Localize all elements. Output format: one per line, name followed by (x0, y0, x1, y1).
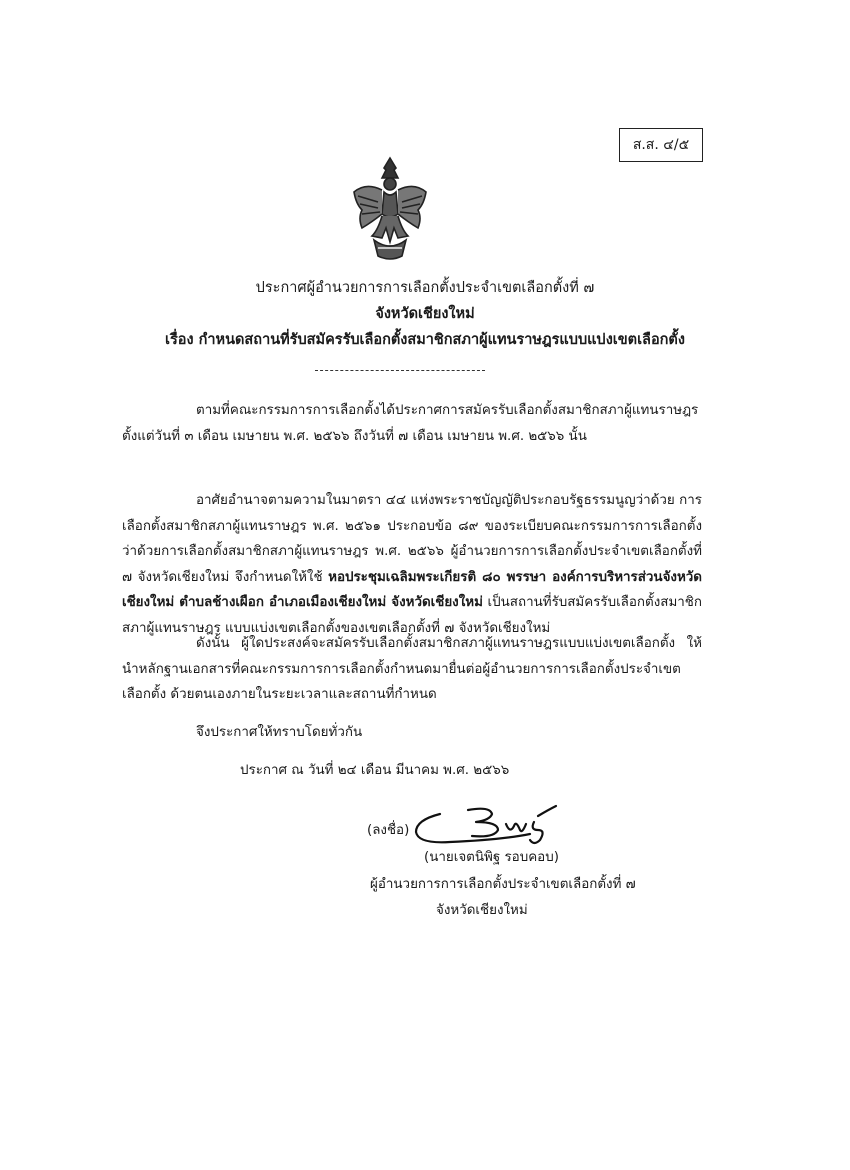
divider (315, 370, 485, 371)
header-title: ประกาศผู้อำนวยการการเลือกตั้งประจำเขตเลือกตั้งที่ ๗ (255, 280, 595, 296)
form-code: ส.ส. ๔/๕ (632, 137, 690, 153)
announcement-date: ประกาศ ณ วันที่ ๒๔ เดือน มีนาคม พ.ศ. ๒๕๖๖ (240, 763, 510, 778)
signature-label: (ลงชื่อ) (367, 823, 410, 838)
header-subject: เรื่อง กำหนดสถานที่รับสมัครรับเลือกตั้งสมาชิกสภาผู้แทนราษฎรแบบแบ่งเขตเลือกตั้ง (165, 332, 685, 348)
signatory-name: (นายเจตนิพิฐ รอบคอบ) (424, 850, 559, 865)
paragraph-2-part-a: อาศัยอำนาจตามความในมาตรา ๔๔ แห่งพระราชบัญญัติประกอบรัฐธรรมนูญว่าด้วย การเลือกตั้งสมาชิกสภาผู้แทนราษฎร พ.ศ. ๒๕๖๑ ประกอบข้อ ๘๙ ของระเบียบคณะกรรมการการเลือกตั้ง ว่าด้วยการเลือกตั้งสมาชิกสภาผู้แทนราษฎร พ.ศ. ๒๕๖๖ ผู้อำนวยการการเลือกตั้งประจำเขตเลือกตั้งที่ ๗ จังหวัดเชียงใหม่ จึงกำหนดให้ใช้ (122, 493, 702, 585)
handwritten-signature-icon (410, 800, 562, 848)
garuda-emblem-icon (348, 152, 432, 264)
paragraph-1: ตามที่คณะกรรมการการเลือกตั้งได้ประกาศการสมัครรับเลือกตั้งสมาชิกสภาผู้แทนราษฎร ตั้งแต่วันที่ ๓ เดือน เมษายน พ.ศ. ๒๕๖๖ ถึงวันที่ ๗ เดือน เมษายน พ.ศ. ๒๕๖๖ นั้น (122, 403, 699, 444)
paragraph-4: จึงประกาศให้ทราบโดยทั่วกัน (196, 725, 363, 740)
signatory-province: จังหวัดเชียงใหม่ (436, 903, 528, 918)
paragraph-2-venue: หอประชุมเฉลิมพระเกียรติ ๘๐ พรรษา องค์การบริหารส่วนจังหวัดเชียงใหม่ ตำบลช้างเผือก อำเภอเมืองเชียงใหม่ จังหวัดเชียงใหม่ (122, 569, 702, 610)
paragraph-2 (122, 488, 702, 641)
signatory-position: ผู้อำนวยการการเลือกตั้งประจำเขตเลือกตั้งที่ ๗ (370, 877, 636, 892)
form-code-box (619, 128, 703, 162)
header-province: จังหวัดเชียงใหม่ (375, 306, 475, 322)
paragraph-2-part-b: เป็นสถานที่รับสมัครรับเลือกตั้งสมาชิกสภาผู้แทนราษฎร แบบแบ่งเขตเลือกตั้งของเขตเลือกตั้งที่ ๗ จังหวัดเชียงใหม่ (122, 595, 702, 636)
paragraph-3: ดังนั้น ผู้ใดประสงค์จะสมัครรับเลือกตั้งสมาชิกสภาผู้แทนราษฎรแบบแบ่งเขตเลือกตั้ง ให้นำหลักฐานเอกสารที่คณะกรรมการการเลือกตั้งกำหนดมายื่นต่อผู้อำนวยการการเลือกตั้งประจำเขตเลือกตั้ง ด้วยตนเองภายในระยะเวลาและสถานที่กำหนด (122, 636, 702, 702)
